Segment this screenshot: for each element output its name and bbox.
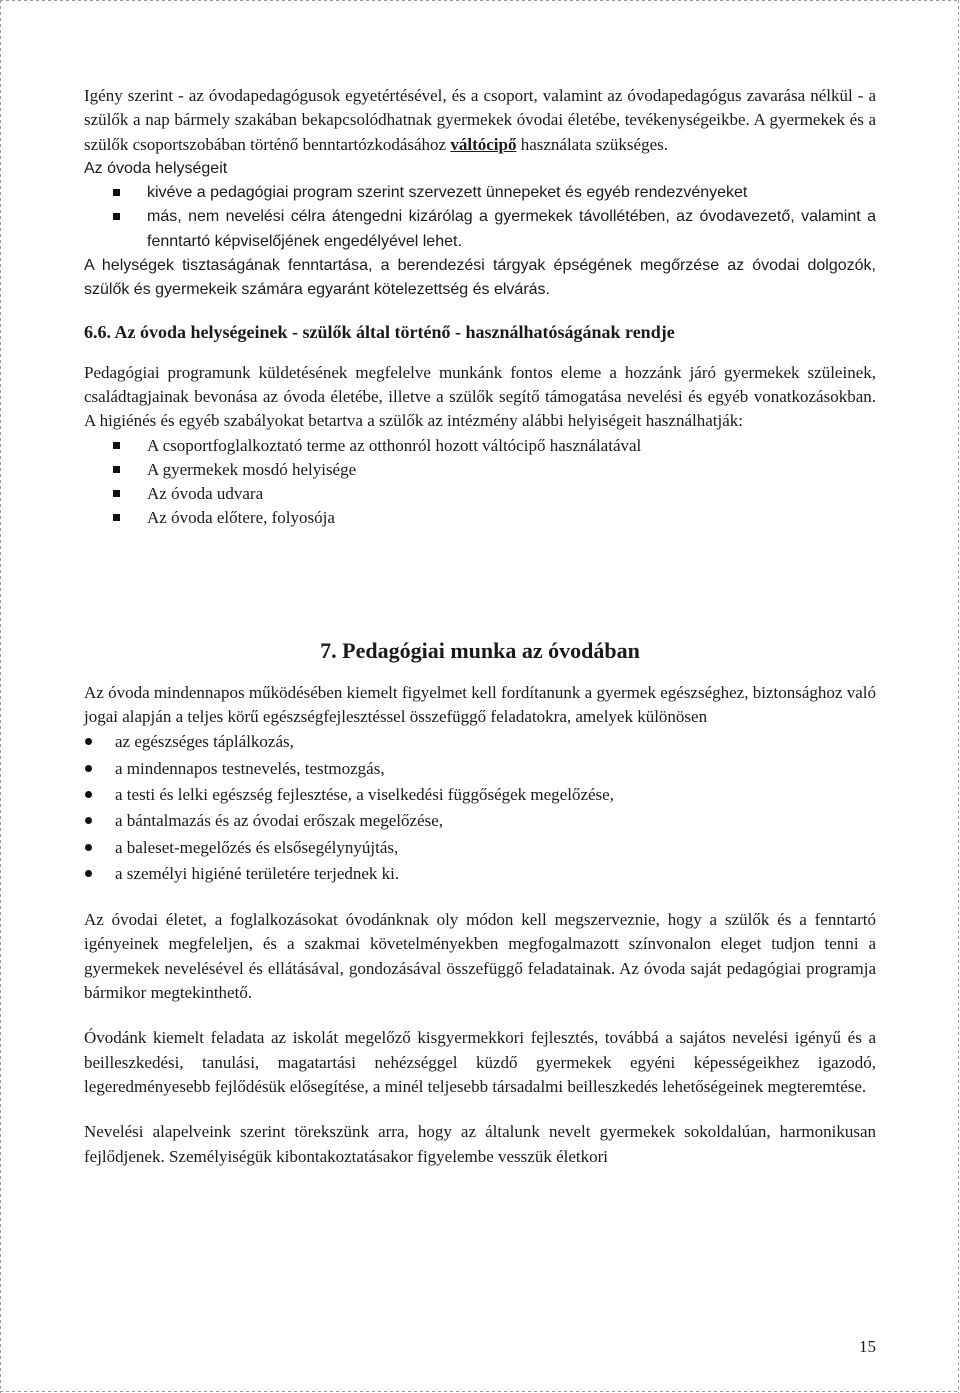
helyseg-list: [84, 181, 876, 254]
valtocipo-emphasis: váltócipő: [450, 134, 517, 154]
list-item: a személyi higiéné területére terjednek ki.: [84, 861, 876, 887]
list-item: a bántalmazás és az óvodai erőszak megelőzése,: [84, 808, 876, 834]
text-span: Igény szerint - az óvodapedagógusok egyetértésével, és a csoport, valamint az óvodapedagógus zavarása nélkül - a szülők a nap bármely szakában bekapcsolódhatnak gyermekek óvodai életébe, tevékenységeikbe. A gyermekek és a szülők csoportszobában történő benntartózkodásához: [84, 86, 876, 154]
paragraph-ovodai-elet: Az óvodai életet, a foglalkozásokat óvodánknak oly módon kell megszerveznie, hogy a szülők és a fenntartó igényeinek megfeleljen, és a szakmai követelményekben megfogalmazott színvonalon eleget tudjon tenni a gyermekek nevelésével és ellátásával, gondozásával összefüggő feladatainak. Az óvoda saját pedagógiai programja bármikor megtekinthető.: [84, 910, 876, 1003]
paragraph-szulok: Pedagógiai programunk küldetésének megfelelve munkánk fontos eleme a hozzánk járó gyermekek szüleinek, családtagjainak bevonása az óvoda életébe, illetve a szülők segítő támogatása nevelési és egyéb vonatkozásokban. A higiénés és egyéb szabályokat betartva a szülők az intézmény alábbi helyiségeit használhatják:: [84, 362, 876, 431]
border-right: [958, 0, 959, 1393]
document-body: [84, 84, 876, 1169]
helyiseg-list: [84, 434, 876, 531]
paragraph-alapelvek: Nevelési alapelveink szerint törekszünk arra, hogy az általunk nevelt gyermekek sokoldalúan, harmonikusan fejlődjenek. Személyiségük kibontakoztatásakor figyelembe vesszük életkori: [84, 1122, 876, 1166]
paragraph-helysegeit: Az óvoda helységeit: [84, 159, 228, 177]
list-item: a baleset-megelőzés és elsősegélynyújtás,: [84, 835, 876, 861]
list-item: más, nem nevelési célra átengedni kizárólag a gyermekek távollétében, az óvodavezető, valamint a fenntartó képviselőjének engedélyével lehet.: [84, 205, 876, 254]
block-intro: [84, 84, 876, 303]
page-number: 15: [859, 1337, 876, 1356]
list-item: az egészséges táplálkozás,: [84, 729, 876, 755]
list-item: A csoportfoglalkoztató terme az otthonról hozott váltócipő használatával: [84, 434, 876, 458]
border-left: [0, 0, 1, 1393]
border-bottom: [0, 1391, 960, 1392]
paragraph-igeny: [84, 84, 876, 157]
list-item: Az óvoda előtere, folyosója: [84, 506, 876, 530]
list-item: A gyermekek mosdó helyisége: [84, 458, 876, 482]
egeszseg-list: [84, 729, 876, 887]
list-item: Az óvoda udvara: [84, 482, 876, 506]
chapter-heading-7: 7. Pedagógiai munka az óvodában: [320, 637, 640, 663]
paragraph-kiemelt-feladat: Óvodánk kiemelt feladata az iskolát megelőző kisgyermekkori fejlesztés, továbbá a sajátos nevelési igényű és a beilleszkedési, tanulási, magatartási nehézséggel küzdő gyermekek egyéni képességeikhez igazodó, legeredményesebb fejlődésük elősegítése, a minél teljesebb társadalmi beilleszkedés lehetőségeinek megteremtése.: [84, 1028, 876, 1096]
list-item: a mindennapos testnevelés, testmozgás,: [84, 756, 876, 782]
text-span: használata szükséges.: [516, 134, 668, 154]
paragraph-tisztasag: A helységek tisztaságának fenntartása, a berendezési tárgyak épségének megőrzése az óvodai dolgozók, szülők és gyermekeik számára egyaránt kötelezettség és elvárás.: [84, 257, 876, 299]
list-item: a testi és lelki egészség fejlesztése, a viselkedési függőségek megelőzése,: [84, 782, 876, 808]
border-top: [0, 0, 960, 1]
list-item: kivéve a pedagógiai program szerint szervezett ünnepeket és egyéb rendezvényeket: [84, 181, 876, 205]
paragraph-mindennapos: Az óvoda mindennapos működésében kiemelt figyelmet kell fordítanunk a gyermek egészséghez, biztonsághoz való jogai alapján a teljes körű egészségfejlesztéssel összefüggő feladatokra, amelyek különösen: [84, 682, 876, 727]
section-heading-6-6: 6.6. Az óvoda helységeinek - szülők által történő - használhatóságának rendje: [84, 321, 675, 342]
